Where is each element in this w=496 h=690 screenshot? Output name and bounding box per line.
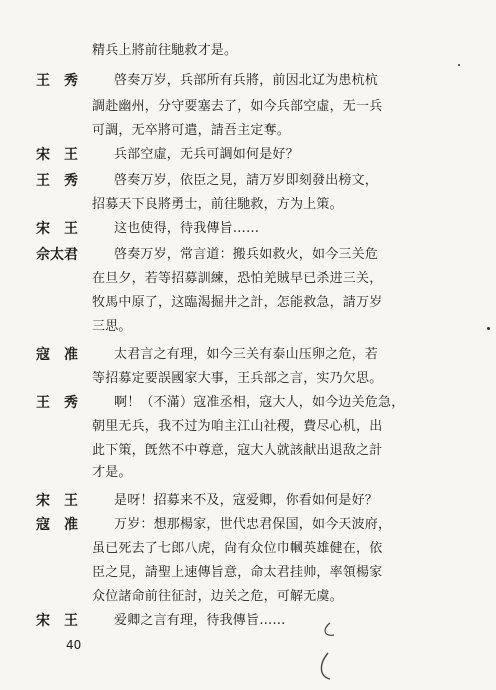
dialogue-continuation: 在旦夕，若等招募訓練，恐怕羌賊早已杀进三关， [92,271,383,286]
dialogue-continuation: 三思。 [92,319,132,334]
speaker-name: 宋 王 [36,613,78,629]
dialogue-line: 是呀！招募来不及，寇爱卿，你看如何是好？ [114,493,379,508]
dialogue-continuation: 才是。 [92,465,132,480]
dialogue-continuation: 虽已死去了七郎八虎，尙有众位巾幗英雄健在，依 [92,541,383,556]
margin-mark [458,64,460,66]
speaker-name: 寇 准 [36,517,78,533]
dialogue-continuation: 牧馬中原了，这臨渴掘井之計，怎能救急，請万岁 [92,295,383,310]
margin-mark [487,327,490,330]
speaker-name: 王 秀 [36,395,78,411]
dialogue-continuation: 精兵上將前往馳救才是。 [92,43,238,58]
speaker-name: 佘太君 [36,247,78,263]
speaker-name: 宋 王 [36,493,78,509]
dialogue-continuation: 調赴幽州，分守要塞去了，如今兵部空虛，无一兵 [92,99,383,114]
speaker-name: 寇 准 [36,347,78,363]
dialogue-continuation: 众位諸命前往征討，边关之危，可解无虞。 [92,589,343,604]
dialogue-line: 太君言之有理，如今三关有泰山压卵之危，若 [114,347,379,362]
dialogue-continuation: 等招募定要誤國家大事，王兵部之言，实乃欠思。 [92,371,383,386]
dialogue-line: 兵部空虛，无兵可調如何是好？ [114,147,299,162]
dialogue-line: 爱卿之言有理，待我傳旨…… [114,613,286,628]
page-number: 40 [66,638,82,652]
speaker-name: 王 秀 [36,73,78,89]
dialogue-continuation: 招募天下良將勇士，前往馳救，方为上策。 [92,197,343,212]
dialogue-continuation: 可調，无卒將可遣，請吾主定奪。 [92,123,291,138]
speaker-name: 王 秀 [36,173,78,189]
speaker-name: 宋 王 [36,147,78,163]
pen-scribble [300,615,360,685]
dialogue-line: 啓奏万岁，常言道：搬兵如救火，如今三关危 [114,247,379,262]
dialogue-line: 啊！（不滿）寇准丞相，寇大人，如今边关危急， [114,395,405,410]
dialogue-line: 这也使得，待我傳旨…… [114,221,260,236]
dialogue-line: 万岁：想那楊家，世代忠君保国，如今天波府， [114,517,392,532]
dialogue-continuation: 此下策，旣然不中尊意，寇大人就該献出退敌之計 [92,443,383,458]
dialogue-continuation: 朝里无兵，我不过为咱主江山社稷，費尽心机，出 [92,419,383,434]
dialogue-line: 啓奏万岁，兵部所有兵將，前因北辽为患杭杭 [114,73,379,88]
speaker-name: 宋 王 [36,221,78,237]
dialogue-continuation: 臣之見，請聖上速傳旨意，命太君挂帅，率領楊家 [92,565,383,580]
dialogue-line: 啓奏万岁，依臣之見，請万岁即刻發出榜文， [114,173,379,188]
